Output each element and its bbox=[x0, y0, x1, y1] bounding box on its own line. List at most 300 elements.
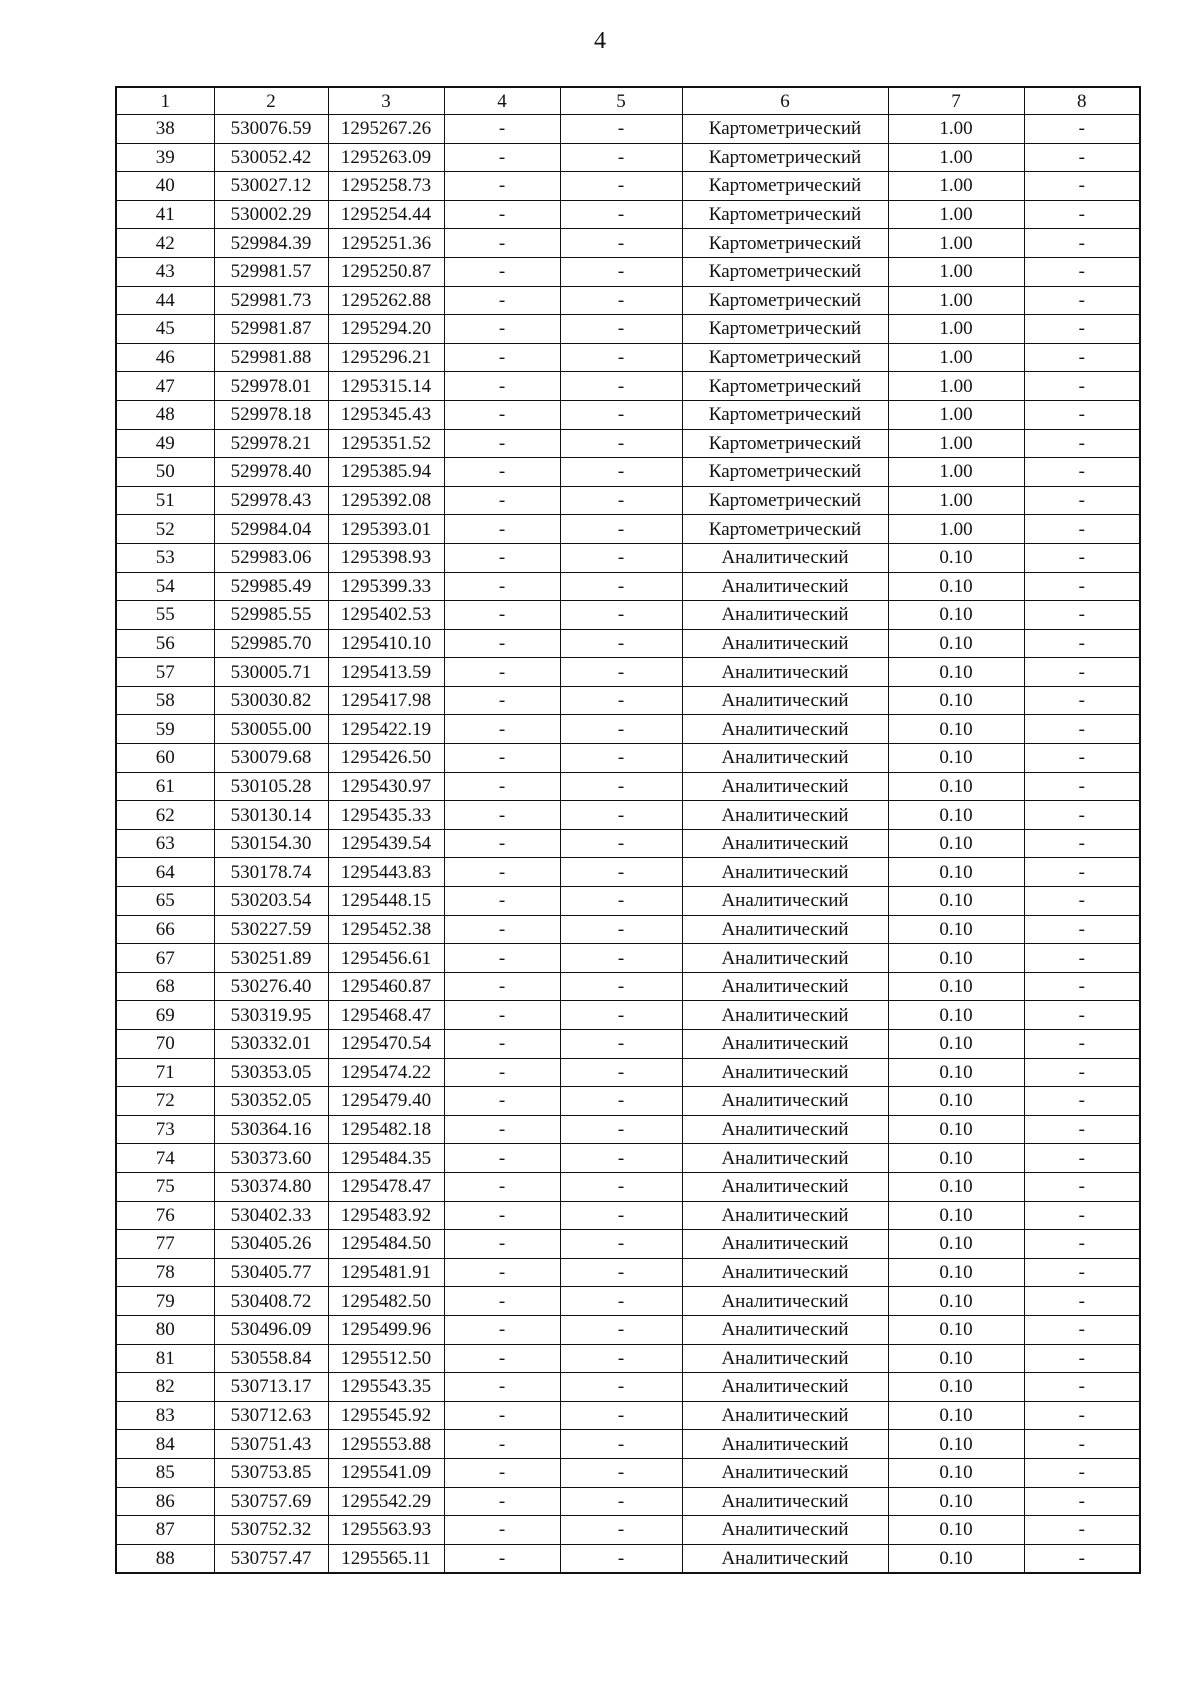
column-8-cell: - bbox=[1024, 944, 1140, 973]
x-coordinate-cell: 529985.55 bbox=[214, 601, 328, 630]
y-coordinate-cell: 1295468.47 bbox=[328, 1001, 444, 1030]
column-8-cell: - bbox=[1024, 801, 1140, 830]
column-8-cell: - bbox=[1024, 658, 1140, 687]
column-8-cell: - bbox=[1024, 1115, 1140, 1144]
point-number-cell: 43 bbox=[116, 257, 214, 286]
method-cell: Картометрический bbox=[682, 343, 888, 372]
accuracy-cell: 0.10 bbox=[888, 944, 1024, 973]
column-8-cell: - bbox=[1024, 1516, 1140, 1545]
accuracy-cell: 0.10 bbox=[888, 1401, 1024, 1430]
column-5-cell: - bbox=[560, 1030, 682, 1059]
y-coordinate-cell: 1295478.47 bbox=[328, 1172, 444, 1201]
column-8-cell: - bbox=[1024, 315, 1140, 344]
point-number-cell: 57 bbox=[116, 658, 214, 687]
method-cell: Аналитический bbox=[682, 1230, 888, 1259]
accuracy-cell: 0.10 bbox=[888, 1258, 1024, 1287]
point-number-cell: 39 bbox=[116, 143, 214, 172]
column-4-cell: - bbox=[444, 1115, 560, 1144]
column-8-cell: - bbox=[1024, 1373, 1140, 1402]
point-number-cell: 72 bbox=[116, 1087, 214, 1116]
x-coordinate-cell: 530757.69 bbox=[214, 1487, 328, 1516]
column-5-cell: - bbox=[560, 1058, 682, 1087]
column-4-cell: - bbox=[444, 1230, 560, 1259]
table-row bbox=[116, 744, 1140, 773]
point-number-cell: 75 bbox=[116, 1172, 214, 1201]
accuracy-cell: 0.10 bbox=[888, 801, 1024, 830]
table-row bbox=[116, 1458, 1140, 1487]
method-cell: Аналитический bbox=[682, 1544, 888, 1573]
point-number-cell: 79 bbox=[116, 1287, 214, 1316]
accuracy-cell: 0.10 bbox=[888, 772, 1024, 801]
column-5-cell: - bbox=[560, 1373, 682, 1402]
y-coordinate-cell: 1295402.53 bbox=[328, 601, 444, 630]
accuracy-cell: 0.10 bbox=[888, 1315, 1024, 1344]
y-coordinate-cell: 1295443.83 bbox=[328, 858, 444, 887]
accuracy-cell: 0.10 bbox=[888, 1516, 1024, 1545]
column-header-8: 8 bbox=[1024, 87, 1140, 115]
point-number-cell: 45 bbox=[116, 315, 214, 344]
x-coordinate-cell: 530154.30 bbox=[214, 829, 328, 858]
x-coordinate-cell: 530079.68 bbox=[214, 744, 328, 773]
column-4-cell: - bbox=[444, 115, 560, 144]
column-5-cell: - bbox=[560, 686, 682, 715]
column-5-cell: - bbox=[560, 1487, 682, 1516]
method-cell: Картометрический bbox=[682, 400, 888, 429]
method-cell: Аналитический bbox=[682, 1487, 888, 1516]
point-number-cell: 47 bbox=[116, 372, 214, 401]
point-number-cell: 48 bbox=[116, 400, 214, 429]
x-coordinate-cell: 530496.09 bbox=[214, 1315, 328, 1344]
column-4-cell: - bbox=[444, 343, 560, 372]
table-row bbox=[116, 257, 1140, 286]
point-number-cell: 44 bbox=[116, 286, 214, 315]
accuracy-cell: 0.10 bbox=[888, 1373, 1024, 1402]
point-number-cell: 67 bbox=[116, 944, 214, 973]
column-5-cell: - bbox=[560, 629, 682, 658]
accuracy-cell: 0.10 bbox=[888, 1087, 1024, 1116]
column-header-7: 7 bbox=[888, 87, 1024, 115]
column-4-cell: - bbox=[444, 1058, 560, 1087]
y-coordinate-cell: 1295392.08 bbox=[328, 486, 444, 515]
y-coordinate-cell: 1295263.09 bbox=[328, 143, 444, 172]
method-cell: Картометрический bbox=[682, 429, 888, 458]
column-5-cell: - bbox=[560, 1087, 682, 1116]
method-cell: Картометрический bbox=[682, 372, 888, 401]
point-number-cell: 54 bbox=[116, 572, 214, 601]
column-header-6: 6 bbox=[682, 87, 888, 115]
column-8-cell: - bbox=[1024, 1487, 1140, 1516]
table-row bbox=[116, 686, 1140, 715]
accuracy-cell: 1.00 bbox=[888, 515, 1024, 544]
x-coordinate-cell: 530751.43 bbox=[214, 1430, 328, 1459]
column-8-cell: - bbox=[1024, 1544, 1140, 1573]
table-row bbox=[116, 429, 1140, 458]
column-5-cell: - bbox=[560, 515, 682, 544]
column-4-cell: - bbox=[444, 429, 560, 458]
point-number-cell: 82 bbox=[116, 1373, 214, 1402]
column-5-cell: - bbox=[560, 486, 682, 515]
y-coordinate-cell: 1295393.01 bbox=[328, 515, 444, 544]
y-coordinate-cell: 1295565.11 bbox=[328, 1544, 444, 1573]
x-coordinate-cell: 530332.01 bbox=[214, 1030, 328, 1059]
y-coordinate-cell: 1295482.18 bbox=[328, 1115, 444, 1144]
column-8-cell: - bbox=[1024, 1058, 1140, 1087]
column-5-cell: - bbox=[560, 229, 682, 258]
y-coordinate-cell: 1295470.54 bbox=[328, 1030, 444, 1059]
column-4-cell: - bbox=[444, 1201, 560, 1230]
accuracy-cell: 0.10 bbox=[888, 658, 1024, 687]
column-8-cell: - bbox=[1024, 115, 1140, 144]
table-row bbox=[116, 400, 1140, 429]
column-5-cell: - bbox=[560, 315, 682, 344]
column-4-cell: - bbox=[444, 829, 560, 858]
column-8-cell: - bbox=[1024, 1401, 1140, 1430]
table-row bbox=[116, 915, 1140, 944]
column-5-cell: - bbox=[560, 543, 682, 572]
column-4-cell: - bbox=[444, 143, 560, 172]
column-8-cell: - bbox=[1024, 972, 1140, 1001]
column-header-1: 1 bbox=[116, 87, 214, 115]
point-number-cell: 53 bbox=[116, 543, 214, 572]
method-cell: Картометрический bbox=[682, 172, 888, 201]
column-4-cell: - bbox=[444, 858, 560, 887]
x-coordinate-cell: 530364.16 bbox=[214, 1115, 328, 1144]
y-coordinate-cell: 1295483.92 bbox=[328, 1201, 444, 1230]
method-cell: Картометрический bbox=[682, 143, 888, 172]
point-number-cell: 78 bbox=[116, 1258, 214, 1287]
column-5-cell: - bbox=[560, 286, 682, 315]
method-cell: Аналитический bbox=[682, 1115, 888, 1144]
table-row bbox=[116, 543, 1140, 572]
y-coordinate-cell: 1295553.88 bbox=[328, 1430, 444, 1459]
method-cell: Аналитический bbox=[682, 572, 888, 601]
point-number-cell: 83 bbox=[116, 1401, 214, 1430]
accuracy-cell: 0.10 bbox=[888, 1001, 1024, 1030]
x-coordinate-cell: 529983.06 bbox=[214, 543, 328, 572]
column-4-cell: - bbox=[444, 458, 560, 487]
table-row bbox=[116, 772, 1140, 801]
y-coordinate-cell: 1295351.52 bbox=[328, 429, 444, 458]
column-8-cell: - bbox=[1024, 400, 1140, 429]
y-coordinate-cell: 1295448.15 bbox=[328, 887, 444, 916]
column-4-cell: - bbox=[444, 257, 560, 286]
accuracy-cell: 0.10 bbox=[888, 1201, 1024, 1230]
column-5-cell: - bbox=[560, 1287, 682, 1316]
column-5-cell: - bbox=[560, 372, 682, 401]
column-5-cell: - bbox=[560, 143, 682, 172]
method-cell: Аналитический bbox=[682, 658, 888, 687]
accuracy-cell: 0.10 bbox=[888, 1172, 1024, 1201]
x-coordinate-cell: 530276.40 bbox=[214, 972, 328, 1001]
column-4-cell: - bbox=[444, 629, 560, 658]
method-cell: Аналитический bbox=[682, 1172, 888, 1201]
column-4-cell: - bbox=[444, 744, 560, 773]
method-cell: Аналитический bbox=[682, 829, 888, 858]
table-row bbox=[116, 1344, 1140, 1373]
accuracy-cell: 0.10 bbox=[888, 829, 1024, 858]
x-coordinate-cell: 530353.05 bbox=[214, 1058, 328, 1087]
method-cell: Аналитический bbox=[682, 1287, 888, 1316]
column-8-cell: - bbox=[1024, 715, 1140, 744]
method-cell: Картометрический bbox=[682, 286, 888, 315]
x-coordinate-cell: 530558.84 bbox=[214, 1344, 328, 1373]
method-cell: Аналитический bbox=[682, 686, 888, 715]
column-5-cell: - bbox=[560, 715, 682, 744]
column-4-cell: - bbox=[444, 1258, 560, 1287]
table-row bbox=[116, 629, 1140, 658]
method-cell: Картометрический bbox=[682, 229, 888, 258]
accuracy-cell: 0.10 bbox=[888, 915, 1024, 944]
column-5-cell: - bbox=[560, 115, 682, 144]
column-8-cell: - bbox=[1024, 629, 1140, 658]
table-row bbox=[116, 1401, 1140, 1430]
column-4-cell: - bbox=[444, 1001, 560, 1030]
method-cell: Аналитический bbox=[682, 744, 888, 773]
column-8-cell: - bbox=[1024, 686, 1140, 715]
y-coordinate-cell: 1295481.91 bbox=[328, 1258, 444, 1287]
y-coordinate-cell: 1295254.44 bbox=[328, 200, 444, 229]
table-row bbox=[116, 1487, 1140, 1516]
column-8-cell: - bbox=[1024, 1230, 1140, 1259]
x-coordinate-cell: 529984.04 bbox=[214, 515, 328, 544]
column-5-cell: - bbox=[560, 400, 682, 429]
column-4-cell: - bbox=[444, 915, 560, 944]
point-number-cell: 41 bbox=[116, 200, 214, 229]
accuracy-cell: 0.10 bbox=[888, 543, 1024, 572]
column-4-cell: - bbox=[444, 372, 560, 401]
method-cell: Аналитический bbox=[682, 1430, 888, 1459]
y-coordinate-cell: 1295426.50 bbox=[328, 744, 444, 773]
column-5-cell: - bbox=[560, 829, 682, 858]
column-4-cell: - bbox=[444, 715, 560, 744]
accuracy-cell: 0.10 bbox=[888, 1344, 1024, 1373]
point-number-cell: 87 bbox=[116, 1516, 214, 1545]
column-4-cell: - bbox=[444, 1544, 560, 1573]
table-row bbox=[116, 715, 1140, 744]
table-row bbox=[116, 601, 1140, 630]
table-row bbox=[116, 372, 1140, 401]
x-coordinate-cell: 529981.87 bbox=[214, 315, 328, 344]
point-number-cell: 65 bbox=[116, 887, 214, 916]
table-row bbox=[116, 1201, 1140, 1230]
column-header-4: 4 bbox=[444, 87, 560, 115]
y-coordinate-cell: 1295542.29 bbox=[328, 1487, 444, 1516]
method-cell: Аналитический bbox=[682, 1201, 888, 1230]
column-5-cell: - bbox=[560, 1516, 682, 1545]
method-cell: Аналитический bbox=[682, 1030, 888, 1059]
column-4-cell: - bbox=[444, 972, 560, 1001]
table-row bbox=[116, 1058, 1140, 1087]
point-number-cell: 81 bbox=[116, 1344, 214, 1373]
point-number-cell: 64 bbox=[116, 858, 214, 887]
column-4-cell: - bbox=[444, 172, 560, 201]
y-coordinate-cell: 1295482.50 bbox=[328, 1287, 444, 1316]
x-coordinate-cell: 530002.29 bbox=[214, 200, 328, 229]
column-4-cell: - bbox=[444, 772, 560, 801]
accuracy-cell: 0.10 bbox=[888, 858, 1024, 887]
column-5-cell: - bbox=[560, 1258, 682, 1287]
column-5-cell: - bbox=[560, 458, 682, 487]
table-header-row bbox=[116, 87, 1140, 115]
accuracy-cell: 0.10 bbox=[888, 686, 1024, 715]
x-coordinate-cell: 530005.71 bbox=[214, 658, 328, 687]
method-cell: Аналитический bbox=[682, 1001, 888, 1030]
column-4-cell: - bbox=[444, 1030, 560, 1059]
point-number-cell: 50 bbox=[116, 458, 214, 487]
column-5-cell: - bbox=[560, 200, 682, 229]
column-8-cell: - bbox=[1024, 1258, 1140, 1287]
y-coordinate-cell: 1295315.14 bbox=[328, 372, 444, 401]
y-coordinate-cell: 1295456.61 bbox=[328, 944, 444, 973]
x-coordinate-cell: 530027.12 bbox=[214, 172, 328, 201]
y-coordinate-cell: 1295474.22 bbox=[328, 1058, 444, 1087]
column-5-cell: - bbox=[560, 801, 682, 830]
x-coordinate-cell: 530076.59 bbox=[214, 115, 328, 144]
column-8-cell: - bbox=[1024, 1315, 1140, 1344]
column-8-cell: - bbox=[1024, 858, 1140, 887]
y-coordinate-cell: 1295262.88 bbox=[328, 286, 444, 315]
y-coordinate-cell: 1295430.97 bbox=[328, 772, 444, 801]
column-5-cell: - bbox=[560, 944, 682, 973]
method-cell: Аналитический bbox=[682, 629, 888, 658]
x-coordinate-cell: 529981.57 bbox=[214, 257, 328, 286]
table-row bbox=[116, 315, 1140, 344]
y-coordinate-cell: 1295345.43 bbox=[328, 400, 444, 429]
y-coordinate-cell: 1295484.35 bbox=[328, 1144, 444, 1173]
table-row bbox=[116, 1315, 1140, 1344]
column-4-cell: - bbox=[444, 1087, 560, 1116]
column-8-cell: - bbox=[1024, 1344, 1140, 1373]
x-coordinate-cell: 530203.54 bbox=[214, 887, 328, 916]
method-cell: Аналитический bbox=[682, 601, 888, 630]
y-coordinate-cell: 1295543.35 bbox=[328, 1373, 444, 1402]
method-cell: Аналитический bbox=[682, 543, 888, 572]
column-4-cell: - bbox=[444, 1144, 560, 1173]
column-4-cell: - bbox=[444, 1344, 560, 1373]
method-cell: Картометрический bbox=[682, 315, 888, 344]
point-number-cell: 77 bbox=[116, 1230, 214, 1259]
method-cell: Аналитический bbox=[682, 715, 888, 744]
column-8-cell: - bbox=[1024, 1144, 1140, 1173]
x-coordinate-cell: 530352.05 bbox=[214, 1087, 328, 1116]
accuracy-cell: 0.10 bbox=[888, 1458, 1024, 1487]
column-4-cell: - bbox=[444, 543, 560, 572]
column-8-cell: - bbox=[1024, 915, 1140, 944]
x-coordinate-cell: 530030.82 bbox=[214, 686, 328, 715]
method-cell: Аналитический bbox=[682, 944, 888, 973]
column-5-cell: - bbox=[560, 858, 682, 887]
accuracy-cell: 0.10 bbox=[888, 629, 1024, 658]
accuracy-cell: 0.10 bbox=[888, 1430, 1024, 1459]
column-4-cell: - bbox=[444, 200, 560, 229]
column-5-cell: - bbox=[560, 172, 682, 201]
x-coordinate-cell: 530374.80 bbox=[214, 1172, 328, 1201]
table-row bbox=[116, 1087, 1140, 1116]
table-row bbox=[116, 229, 1140, 258]
column-8-cell: - bbox=[1024, 1172, 1140, 1201]
x-coordinate-cell: 529981.88 bbox=[214, 343, 328, 372]
column-5-cell: - bbox=[560, 1201, 682, 1230]
table-row bbox=[116, 343, 1140, 372]
x-coordinate-cell: 529978.40 bbox=[214, 458, 328, 487]
column-5-cell: - bbox=[560, 887, 682, 916]
column-8-cell: - bbox=[1024, 1087, 1140, 1116]
x-coordinate-cell: 529978.01 bbox=[214, 372, 328, 401]
table-row bbox=[116, 172, 1140, 201]
column-8-cell: - bbox=[1024, 601, 1140, 630]
coordinates-table bbox=[115, 86, 1141, 1574]
method-cell: Аналитический bbox=[682, 1401, 888, 1430]
method-cell: Аналитический bbox=[682, 1087, 888, 1116]
column-4-cell: - bbox=[444, 1430, 560, 1459]
y-coordinate-cell: 1295413.59 bbox=[328, 658, 444, 687]
x-coordinate-cell: 529981.73 bbox=[214, 286, 328, 315]
x-coordinate-cell: 529984.39 bbox=[214, 229, 328, 258]
x-coordinate-cell: 530251.89 bbox=[214, 944, 328, 973]
accuracy-cell: 0.10 bbox=[888, 1287, 1024, 1316]
accuracy-cell: 0.10 bbox=[888, 1058, 1024, 1087]
point-number-cell: 76 bbox=[116, 1201, 214, 1230]
table-row bbox=[116, 801, 1140, 830]
method-cell: Аналитический bbox=[682, 915, 888, 944]
y-coordinate-cell: 1295294.20 bbox=[328, 315, 444, 344]
accuracy-cell: 0.10 bbox=[888, 1544, 1024, 1573]
x-coordinate-cell: 530757.47 bbox=[214, 1544, 328, 1573]
accuracy-cell: 0.10 bbox=[888, 1144, 1024, 1173]
method-cell: Аналитический bbox=[682, 858, 888, 887]
y-coordinate-cell: 1295267.26 bbox=[328, 115, 444, 144]
point-number-cell: 38 bbox=[116, 115, 214, 144]
point-number-cell: 63 bbox=[116, 829, 214, 858]
method-cell: Аналитический bbox=[682, 1144, 888, 1173]
table-row bbox=[116, 286, 1140, 315]
column-header-3: 3 bbox=[328, 87, 444, 115]
column-5-cell: - bbox=[560, 1458, 682, 1487]
method-cell: Аналитический bbox=[682, 1258, 888, 1287]
y-coordinate-cell: 1295512.50 bbox=[328, 1344, 444, 1373]
table-row bbox=[116, 1258, 1140, 1287]
table-row bbox=[116, 1430, 1140, 1459]
column-4-cell: - bbox=[444, 515, 560, 544]
x-coordinate-cell: 529978.43 bbox=[214, 486, 328, 515]
y-coordinate-cell: 1295422.19 bbox=[328, 715, 444, 744]
column-4-cell: - bbox=[444, 801, 560, 830]
column-4-cell: - bbox=[444, 229, 560, 258]
column-5-cell: - bbox=[560, 1430, 682, 1459]
x-coordinate-cell: 530055.00 bbox=[214, 715, 328, 744]
point-number-cell: 66 bbox=[116, 915, 214, 944]
column-header-2: 2 bbox=[214, 87, 328, 115]
point-number-cell: 58 bbox=[116, 686, 214, 715]
x-coordinate-cell: 530130.14 bbox=[214, 801, 328, 830]
column-5-cell: - bbox=[560, 601, 682, 630]
y-coordinate-cell: 1295398.93 bbox=[328, 543, 444, 572]
method-cell: Аналитический bbox=[682, 1344, 888, 1373]
column-4-cell: - bbox=[444, 887, 560, 916]
table-row bbox=[116, 486, 1140, 515]
point-number-cell: 56 bbox=[116, 629, 214, 658]
column-4-cell: - bbox=[444, 658, 560, 687]
method-cell: Картометрический bbox=[682, 200, 888, 229]
accuracy-cell: 1.00 bbox=[888, 458, 1024, 487]
column-4-cell: - bbox=[444, 315, 560, 344]
column-5-cell: - bbox=[560, 1544, 682, 1573]
column-8-cell: - bbox=[1024, 829, 1140, 858]
column-4-cell: - bbox=[444, 944, 560, 973]
table-row bbox=[116, 944, 1140, 973]
method-cell: Картометрический bbox=[682, 458, 888, 487]
x-coordinate-cell: 530713.17 bbox=[214, 1373, 328, 1402]
